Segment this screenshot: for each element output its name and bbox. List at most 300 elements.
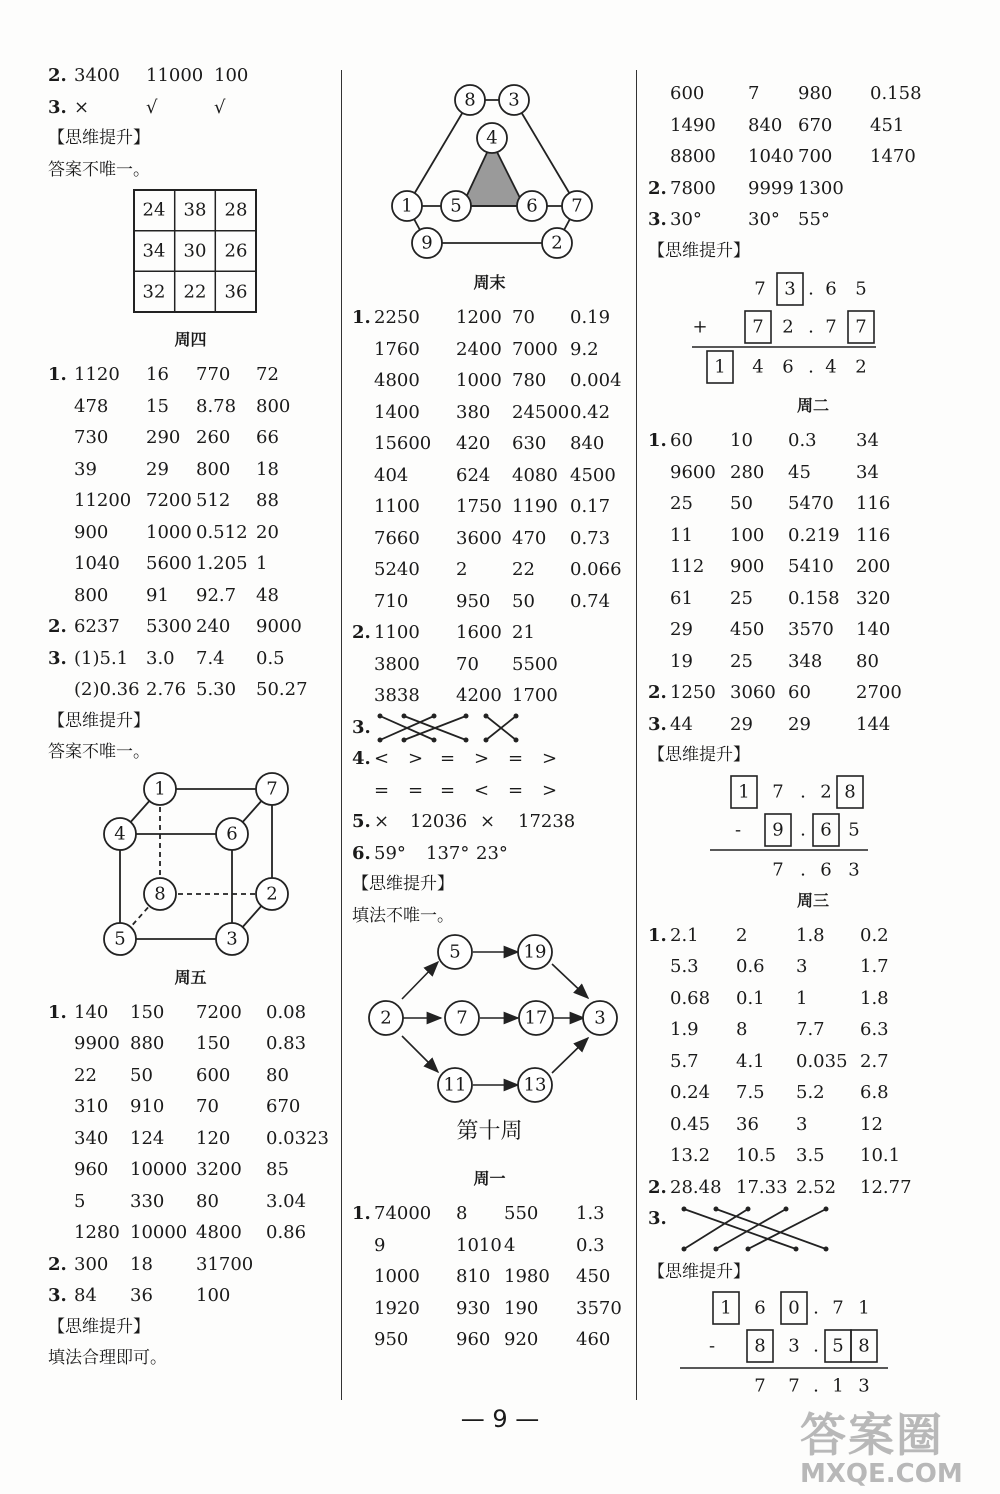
- answer-cell: 140: [856, 619, 891, 640]
- answer-cell: 624: [456, 464, 491, 486]
- digit: 3: [858, 1375, 870, 1397]
- answer-cell: 2.7: [860, 1050, 889, 1072]
- answer-cell: 30°: [748, 209, 780, 230]
- comparison-symbol: =: [440, 779, 456, 801]
- answer-row: [48, 92, 333, 124]
- answer-row: [48, 1091, 333, 1123]
- answer-row: [48, 1123, 333, 1155]
- answer-cell: 13.2: [670, 1145, 711, 1166]
- answer-cell: 1600: [456, 622, 502, 643]
- answer-row: [48, 60, 333, 92]
- answer-cell: 960: [456, 1329, 491, 1350]
- answer-cell: 5.7: [670, 1050, 699, 1072]
- section-heading: 【思维提升】: [48, 128, 150, 148]
- answer-cell: 5.30: [196, 679, 237, 700]
- answer-cell: 980: [798, 83, 833, 104]
- answer-cell: 18: [256, 458, 279, 480]
- answer-cell: 10000: [130, 1159, 188, 1180]
- grid-cell: 24: [142, 199, 166, 221]
- grid-cell: 36: [224, 281, 248, 303]
- answer-row: [648, 173, 978, 205]
- answer-cell: 12.77: [860, 1176, 912, 1198]
- answer-cell: 5470: [788, 493, 834, 514]
- answer-cell: 28.48: [670, 1176, 722, 1198]
- answer-cell: 840: [570, 433, 605, 454]
- answer-cell: 330: [130, 1190, 165, 1212]
- answer-cell: 900: [730, 556, 765, 577]
- answer-row: [648, 951, 978, 983]
- answer-cell: 11000: [146, 65, 204, 86]
- triangle-node-label: 2: [551, 232, 563, 254]
- digit: 2: [855, 356, 867, 378]
- answer-cell: 1000: [146, 521, 192, 543]
- answer-cell: 1190: [512, 496, 558, 517]
- grid-cell: 26: [224, 240, 248, 262]
- answer-cell: 80: [266, 1064, 289, 1086]
- answer-cell: 0.219: [788, 524, 840, 546]
- answer-cell: 950: [456, 590, 491, 612]
- answer-cell: 960: [74, 1159, 109, 1180]
- comparison-symbol: =: [374, 779, 390, 801]
- answer-cell: 0.0323: [266, 1127, 329, 1149]
- answer-cell: √: [214, 96, 226, 118]
- digit: 6: [825, 278, 837, 300]
- answer-row: [352, 554, 627, 586]
- answer-cell: 630: [512, 433, 547, 454]
- answer-row: [352, 491, 627, 523]
- answer-cell: 512: [196, 490, 231, 511]
- answer-cell: 710: [374, 590, 409, 612]
- column-divider-right: [636, 70, 637, 1400]
- section-heading: 【思维提升】: [648, 745, 750, 765]
- answer-cell: 1: [256, 553, 268, 574]
- answer-cell: 1040: [74, 553, 120, 574]
- answer-cell: 3.0: [146, 647, 175, 669]
- answer-cell: 5600: [146, 553, 192, 574]
- digit: .: [800, 859, 806, 880]
- answer-cell: 478: [74, 395, 109, 417]
- answer-cell: 23°: [476, 842, 508, 864]
- answer-cell: 10: [730, 430, 753, 451]
- flow-node-label: 2: [380, 1007, 392, 1029]
- answer-row: [352, 1261, 627, 1293]
- answer-row: [48, 485, 333, 517]
- answer-cell: 9: [374, 1234, 386, 1256]
- answer-cell: 450: [576, 1266, 611, 1287]
- answer-row: [352, 775, 627, 807]
- answer-row: [352, 523, 627, 555]
- digit: 6: [820, 859, 832, 880]
- column-divider-left: [341, 70, 342, 1400]
- digit: 1: [832, 1375, 844, 1397]
- answer-row: [48, 391, 333, 423]
- digit: 5: [848, 819, 860, 840]
- answer-cell: 0.42: [570, 401, 611, 423]
- answer-cell: 5410: [788, 556, 834, 577]
- digit: 3: [788, 1335, 800, 1357]
- answer-cell: 9000: [256, 616, 302, 637]
- answer-cell: 300: [74, 1253, 109, 1275]
- answer-cell: 10000: [130, 1222, 188, 1243]
- addition-vertical: [648, 267, 978, 387]
- answer-cell: 100: [196, 1285, 231, 1306]
- flow-node-label: 7: [456, 1007, 468, 1029]
- answer-cell: 25: [730, 650, 753, 672]
- answer-cell: 70: [512, 307, 535, 328]
- answer-row: [648, 141, 978, 173]
- answer-cell: 8: [736, 1019, 748, 1040]
- digit: 6: [782, 356, 794, 378]
- operator-sign: -: [708, 1335, 716, 1357]
- answer-cell: 10.1: [860, 1145, 901, 1166]
- answer-row: [648, 1014, 978, 1046]
- answer-cell: 80: [856, 650, 879, 672]
- comparison-symbol: =: [508, 748, 524, 769]
- answer-cell: 930: [456, 1297, 491, 1319]
- answer-cell: 7200: [196, 1001, 242, 1023]
- cube-node-label: 4: [114, 823, 126, 844]
- answer-cell: 29: [670, 619, 693, 640]
- triangle-node-label: 1: [401, 195, 413, 217]
- answer-cell: 1980: [504, 1266, 550, 1287]
- answer-cell: 0.035: [796, 1050, 848, 1072]
- answer-cell: 0.19: [570, 307, 611, 328]
- column-1: [48, 60, 333, 1375]
- answer-row: [648, 709, 978, 741]
- digit: 8: [844, 781, 856, 802]
- answer-cell: 0.45: [670, 1113, 711, 1135]
- answer-cell: 66: [256, 427, 279, 448]
- answer-row: [648, 488, 978, 520]
- comparison-symbol: >: [408, 748, 424, 769]
- answer-cell: 404: [374, 464, 409, 486]
- answer-row: [352, 586, 627, 618]
- answer-cell: √: [146, 96, 158, 118]
- answer-cell: 0.68: [670, 987, 711, 1009]
- question-number: 2.: [48, 616, 67, 637]
- digit: .: [808, 278, 814, 300]
- answer-cell: 730: [74, 427, 109, 448]
- answer-cell: 4: [504, 1234, 516, 1256]
- answer-cell: 7000: [512, 338, 558, 360]
- answer-cell: 34: [856, 430, 879, 451]
- watermark-logo-text: 答案圈: [800, 1408, 944, 1462]
- digit: 1: [714, 356, 726, 378]
- answer-cell: 1: [796, 987, 808, 1009]
- question-number: 1.: [48, 1001, 67, 1023]
- answer-row: [352, 397, 627, 429]
- question-number: 3.: [648, 713, 667, 735]
- digit: 7: [752, 316, 764, 338]
- cube-node-label: 1: [154, 778, 166, 799]
- answer-cell: 670: [266, 1096, 301, 1117]
- answer-row: [352, 1324, 627, 1356]
- answer-cell: 16: [146, 364, 169, 385]
- cube-node-label: 7: [266, 778, 278, 799]
- matching-lines: [374, 712, 574, 744]
- answer-row: [648, 614, 978, 646]
- answer-cell: 4200: [456, 685, 502, 706]
- digit: 7: [772, 781, 784, 802]
- answer-cell: 19: [670, 650, 693, 672]
- question-number: 2.: [48, 65, 67, 86]
- operator-sign: +: [692, 316, 708, 338]
- answer-cell: 11: [670, 524, 693, 546]
- answer-cell: 2700: [856, 682, 902, 703]
- answer-cell: 280: [730, 461, 765, 483]
- answer-cell: 140: [74, 1001, 109, 1023]
- answer-cell: 880: [130, 1033, 165, 1054]
- answer-cell: 4800: [374, 370, 420, 391]
- answer-cell: (1)5.1: [74, 647, 129, 669]
- note-text: 填法不唯一。: [352, 905, 454, 926]
- answer-cell: 72: [256, 364, 279, 385]
- answer-cell: 1010: [456, 1234, 502, 1256]
- answer-cell: 1470: [870, 146, 916, 167]
- answer-cell: 920: [504, 1329, 539, 1350]
- answer-row: [648, 1140, 978, 1172]
- digit: 6: [820, 819, 832, 840]
- cube-node-label: 3: [226, 928, 238, 949]
- digit: 7: [788, 1375, 800, 1397]
- answer-cell: 7200: [146, 490, 192, 511]
- answer-row: [648, 110, 978, 142]
- answer-cell: 124: [130, 1127, 165, 1149]
- answer-cell: 1200: [456, 307, 502, 328]
- answer-cell: 36: [736, 1113, 759, 1135]
- answer-cell: 61: [670, 587, 693, 609]
- answer-cell: 10.5: [736, 1145, 777, 1166]
- answer-cell: 25: [670, 493, 693, 514]
- digit: 4: [825, 356, 837, 378]
- digit: 0: [788, 1297, 800, 1319]
- answer-cell: 1.205: [196, 553, 248, 574]
- operator-sign: -: [734, 819, 742, 840]
- cube-node-label: 8: [154, 883, 166, 904]
- answer-cell: 70: [456, 653, 479, 675]
- answer-row: [352, 1198, 627, 1230]
- answer-cell: 55°: [798, 209, 830, 230]
- triangle-node-label: 7: [571, 195, 583, 217]
- answer-cell: 3200: [196, 1159, 242, 1180]
- subtraction-vertical-1: [648, 772, 978, 882]
- answer-cell: 451: [870, 114, 905, 136]
- answer-cell: ×: [480, 811, 496, 832]
- digit: 3: [784, 278, 796, 300]
- answer-cell: 9900: [74, 1033, 120, 1054]
- answer-row: [352, 617, 627, 649]
- answer-row: [352, 302, 627, 334]
- answer-row: [648, 1077, 978, 1109]
- comparison-symbol: =: [508, 779, 524, 801]
- comparison-symbol: >: [542, 748, 558, 769]
- answer-cell: 29: [146, 458, 169, 480]
- answer-cell: 0.2: [860, 924, 889, 946]
- answer-row: [48, 611, 333, 643]
- answer-cell: 0.158: [870, 83, 922, 104]
- answer-row: [648, 583, 978, 615]
- answer-cell: 20: [256, 521, 279, 543]
- answer-cell: 3: [796, 1113, 808, 1135]
- answer-row: [352, 365, 627, 397]
- answer-cell: 25: [730, 587, 753, 609]
- cube-node-label: 2: [266, 883, 278, 904]
- answer-cell: 7660: [374, 527, 420, 549]
- digit: 9: [772, 819, 784, 840]
- answer-row: [48, 1186, 333, 1218]
- answer-cell: 0.17: [570, 496, 611, 517]
- answer-cell: 5.2: [796, 1082, 825, 1103]
- answer-cell: 600: [196, 1064, 231, 1086]
- answer-cell: 6.8: [860, 1082, 889, 1103]
- answer-cell: 50: [730, 493, 753, 514]
- digit: 7: [832, 1297, 844, 1319]
- answer-cell: 70: [196, 1096, 219, 1117]
- question-number: 1.: [352, 1203, 371, 1224]
- digit: 5: [832, 1335, 844, 1357]
- answer-cell: 6237: [74, 616, 120, 637]
- question-number: 2.: [48, 1253, 67, 1275]
- answer-cell: 800: [256, 395, 291, 417]
- question-number: 3.: [352, 716, 371, 738]
- comparison-symbol: >: [542, 779, 558, 801]
- answer-cell: 0.5: [256, 647, 285, 669]
- answer-cell: 17238: [518, 811, 576, 832]
- answer-cell: 45: [788, 461, 811, 483]
- column-2: [352, 78, 627, 1356]
- answer-cell: 0.512: [196, 521, 248, 543]
- answer-cell: 100: [730, 524, 765, 546]
- answer-cell: 3600: [456, 527, 502, 549]
- triangle-diagram: [352, 78, 627, 264]
- answer-row: [648, 551, 978, 583]
- answer-cell: 150: [196, 1033, 231, 1054]
- answer-row: [648, 520, 978, 552]
- digit: 7: [855, 316, 867, 338]
- answer-row: [48, 580, 333, 612]
- digit: 7: [754, 278, 766, 300]
- digit: 6: [754, 1297, 766, 1319]
- answer-cell: 5.3: [670, 956, 699, 977]
- answer-cell: 450: [730, 619, 765, 640]
- digit: 1: [738, 781, 750, 802]
- answer-cell: 1100: [374, 496, 420, 517]
- answer-cell: 4800: [196, 1222, 242, 1243]
- answer-cell: 1.9: [670, 1019, 699, 1040]
- page-number: — 9 —: [460, 1405, 540, 1433]
- answer-cell: 7: [748, 83, 760, 104]
- digit: .: [813, 1335, 819, 1357]
- answer-cell: 2.1: [670, 924, 699, 946]
- answer-cell: 12036: [410, 811, 468, 832]
- answer-cell: 420: [456, 433, 491, 454]
- question-number: 2.: [352, 622, 371, 643]
- triangle-node-label: 4: [486, 127, 498, 149]
- flow-node-label: 13: [523, 1074, 547, 1096]
- answer-cell: 74000: [374, 1203, 432, 1224]
- subtraction-vertical-2: [648, 1288, 978, 1398]
- magic-square-grid: [48, 186, 333, 321]
- answer-row: [648, 677, 978, 709]
- answer-row: [648, 78, 978, 110]
- digit: .: [800, 781, 806, 802]
- matching-lines: [676, 1205, 876, 1255]
- answer-cell: 8.78: [196, 395, 237, 417]
- answer-row: [648, 1046, 978, 1078]
- answer-row: [648, 920, 978, 952]
- note-text: 答案不唯一。: [48, 159, 150, 180]
- cube-node-label: 6: [226, 823, 238, 844]
- comparison-symbol: =: [408, 779, 424, 801]
- week-heading-zhou4: 周四: [174, 330, 207, 349]
- triangle-node-label: 6: [526, 195, 538, 217]
- comparison-symbol: <: [474, 779, 490, 801]
- answer-cell: (2)0.36: [74, 679, 140, 700]
- question-number: 4.: [352, 748, 371, 769]
- answer-cell: 1250: [670, 682, 716, 703]
- answer-cell: 1000: [456, 370, 502, 391]
- answer-row: [48, 359, 333, 391]
- answer-cell: 340: [74, 1127, 109, 1149]
- answer-cell: 29: [788, 713, 811, 735]
- answer-cell: 2.76: [146, 679, 187, 700]
- grid-cell: 30: [183, 240, 207, 262]
- comparison-symbol: =: [440, 748, 456, 769]
- answer-cell: 18: [130, 1253, 153, 1275]
- answer-cell: 380: [456, 401, 491, 423]
- answer-cell: 85: [266, 1159, 289, 1180]
- answer-cell: 950: [374, 1329, 409, 1350]
- comparison-symbol: <: [374, 748, 390, 769]
- answer-cell: 12: [860, 1113, 883, 1135]
- cube-diagram: [48, 769, 333, 959]
- answer-cell: 60: [788, 682, 811, 703]
- digit: 1: [720, 1297, 732, 1319]
- answer-cell: 670: [798, 114, 833, 136]
- answer-cell: 1100: [374, 622, 420, 643]
- week-heading-week10: 第十周: [456, 1119, 523, 1144]
- answer-cell: 1920: [374, 1297, 420, 1319]
- flow-node-label: 3: [594, 1007, 606, 1029]
- flow-node-label: 17: [524, 1007, 548, 1029]
- answer-cell: 150: [130, 1001, 165, 1023]
- answer-row: [352, 1230, 627, 1262]
- answer-cell: 200: [856, 556, 891, 577]
- answer-cell: 2400: [456, 338, 502, 360]
- answer-cell: 9.2: [570, 338, 599, 360]
- digit: 7: [825, 316, 837, 338]
- answer-cell: 4080: [512, 464, 558, 486]
- answer-cell: 7.4: [196, 647, 225, 669]
- answer-row: [352, 428, 627, 460]
- answer-cell: 260: [196, 427, 231, 448]
- question-number: 3.: [48, 1285, 67, 1306]
- section-heading: 【思维提升】: [648, 240, 750, 261]
- answer-cell: 8: [456, 1203, 468, 1224]
- answer-cell: 1400: [374, 401, 420, 423]
- answer-cell: 80: [196, 1190, 219, 1212]
- digit: 8: [858, 1335, 870, 1357]
- answer-cell: 0.74: [570, 590, 611, 612]
- digit: 2: [782, 316, 794, 338]
- digit: 5: [855, 278, 867, 300]
- answer-cell: 460: [576, 1329, 611, 1350]
- answer-cell: 50.27: [256, 679, 308, 700]
- answer-cell: ×: [374, 811, 390, 832]
- note-text: 填法合理即可。: [48, 1348, 167, 1368]
- answer-cell: 4500: [570, 464, 616, 486]
- answer-cell: 5300: [146, 616, 192, 637]
